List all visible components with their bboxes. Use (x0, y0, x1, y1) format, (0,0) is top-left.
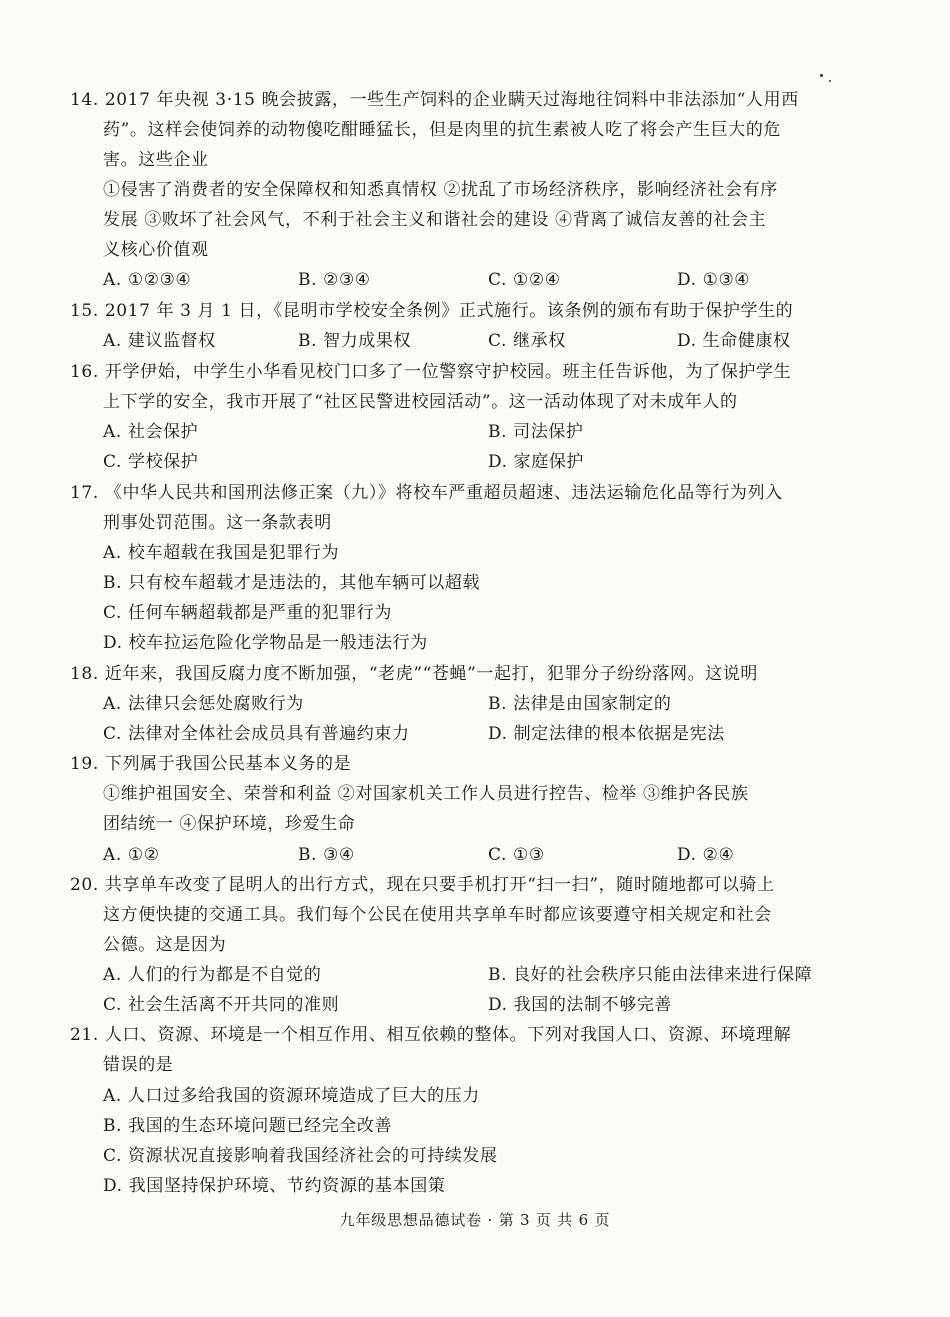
q16-stem-line-1: 16. 开学伊始，中学生小华看见校门口多了一位警察守护校园。班主任告诉他，为了保护学生 (70, 362, 792, 382)
q21-stem-line-1: 21. 人口、资源、环境是一个相互作用、相互依赖的整体。下列对我国人口、资源、环境理解 (70, 1025, 792, 1045)
q19-stem-line-1: 19. 下列属于我国公民基本义务的是 (70, 754, 352, 774)
q17-option-a: A. 校车超载在我国是犯罪行为 (103, 543, 340, 563)
page-footer: 九年级思想品德试卷 · 第 3 页 共 6 页 (339, 1211, 611, 1229)
q14-stem-line-3: 害。这些企业 (103, 150, 209, 170)
q20-stem-line-1: 20. 共享单车改变了昆明人的出行方式，现在只要手机打开“扫一扫”，随时随地都可以骑上 (70, 875, 775, 895)
q20-stem-line-2: 这方便快捷的交通工具。我们每个公民在使用共享单车时都应该要遵守相关规定和社会 (103, 905, 772, 925)
q14-statement-line-2: 发展 ③败坏了社会风气，不利于社会主义和谐社会的建设 ④背离了诚信友善的社会主 (103, 210, 767, 230)
q21-option-d: D. 我国坚持保护环境、节约资源的基本国策 (103, 1176, 446, 1196)
q19-option-a: A. ①② (103, 845, 160, 865)
q14-option-c: C. ①②④ (488, 270, 561, 290)
q14-stem-line-2: 药”。这样会使饲养的动物傻吃酣睡猛长，但是肉里的抗生素被人吃了将会产生巨大的危 (103, 120, 782, 140)
q18-option-d: D. 制定法律的根本依据是宪法 (488, 724, 725, 744)
q21-option-b: B. 我国的生态环境问题已经完全改善 (103, 1116, 393, 1136)
q17-option-d: D. 校车拉运危险化学物品是一般违法行为 (103, 633, 428, 653)
q16-option-b: B. 司法保护 (488, 422, 584, 442)
q19-option-c: C. ①③ (488, 845, 545, 865)
q16-option-c: C. 学校保护 (103, 452, 199, 472)
q20-stem-line-3: 公德。这是因为 (103, 935, 227, 955)
q15-option-a: A. 建议监督权 (103, 331, 216, 351)
q19-statement-line-2: 团结统一 ④保护环境，珍爱生命 (103, 814, 356, 834)
q17-stem-line-1: 17. 《中华人民共和国刑法修正案（九）》将校车严重超员超速、违法运输危化品等行为列入 (70, 483, 783, 503)
q17-option-c: C. 任何车辆超载都是严重的犯罪行为 (103, 603, 393, 623)
q16-option-a: A. 社会保护 (103, 422, 199, 442)
q21-option-c: C. 资源状况直接影响着我国经济社会的可持续发展 (103, 1146, 498, 1166)
q15-option-d: D. 生命健康权 (677, 331, 791, 351)
q17-option-b: B. 只有校车超载才是违法的，其他车辆可以超载 (103, 573, 481, 593)
q14-option-b: B. ②③④ (298, 270, 371, 290)
q18-option-b: B. 法律是由国家制定的 (488, 694, 672, 714)
q18-stem-line-1: 18. 近年来，我国反腐力度不断加强，“老虎”“苍蝇”一起打，犯罪分子纷纷落网。这说明 (70, 664, 759, 684)
scan-speck (829, 80, 831, 82)
q14-option-d: D. ①③④ (677, 270, 751, 290)
q20-option-a: A. 人们的行为都是不自觉的 (103, 965, 322, 985)
q20-option-d: D. 我国的法制不够完善 (488, 995, 673, 1015)
q20-option-c: C. 社会生活离不开共同的准则 (103, 995, 340, 1015)
q21-stem-line-2: 错误的是 (103, 1055, 174, 1075)
q16-stem-line-2: 上下学的安全，我市开展了“社区民警进校园活动”。这一活动体现了对未成年人的 (103, 392, 738, 412)
q19-option-d: D. ②④ (677, 845, 735, 865)
q19-option-b: B. ③④ (298, 845, 355, 865)
q18-option-c: C. 法律对全体社会成员具有普遍约束力 (103, 724, 410, 744)
q15-option-b: B. 智力成果权 (298, 331, 412, 351)
q18-option-a: A. 法律只会惩处腐败行为 (103, 694, 304, 714)
q14-option-a: A. ①②③④ (103, 270, 192, 290)
q14-statement-line-3: 义核心价值观 (103, 240, 209, 260)
q17-stem-line-2: 刑事处罚范围。这一条款表明 (103, 513, 332, 533)
q16-option-d: D. 家庭保护 (488, 452, 585, 472)
q15-option-c: C. 继承权 (488, 331, 566, 351)
q14-stem-line-1: 14. 2017 年央视 3·15 晚会披露，一些生产饲料的企业瞒天过海地往饲料中非法添加“人用西 (70, 90, 799, 110)
q15-stem-line-1: 15. 2017 年 3 月 1 日，《昆明市学校安全条例》正式施行。该条例的颁布有助于保护学生的 (70, 301, 794, 321)
q21-option-a: A. 人口过多给我国的资源环境造成了巨大的压力 (103, 1086, 480, 1106)
q20-option-b: B. 良好的社会秩序只能由法律来进行保障 (488, 965, 813, 985)
q14-statement-line-1: ①侵害了消费者的安全保障权和知悉真情权 ②扰乱了市场经济秩序，影响经济社会有序 (103, 180, 778, 200)
scan-speck (820, 74, 823, 77)
q19-statement-line-1: ①维护祖国安全、荣誉和利益 ②对国家机关工作人员进行控告、检举 ③维护各民族 (103, 784, 749, 804)
